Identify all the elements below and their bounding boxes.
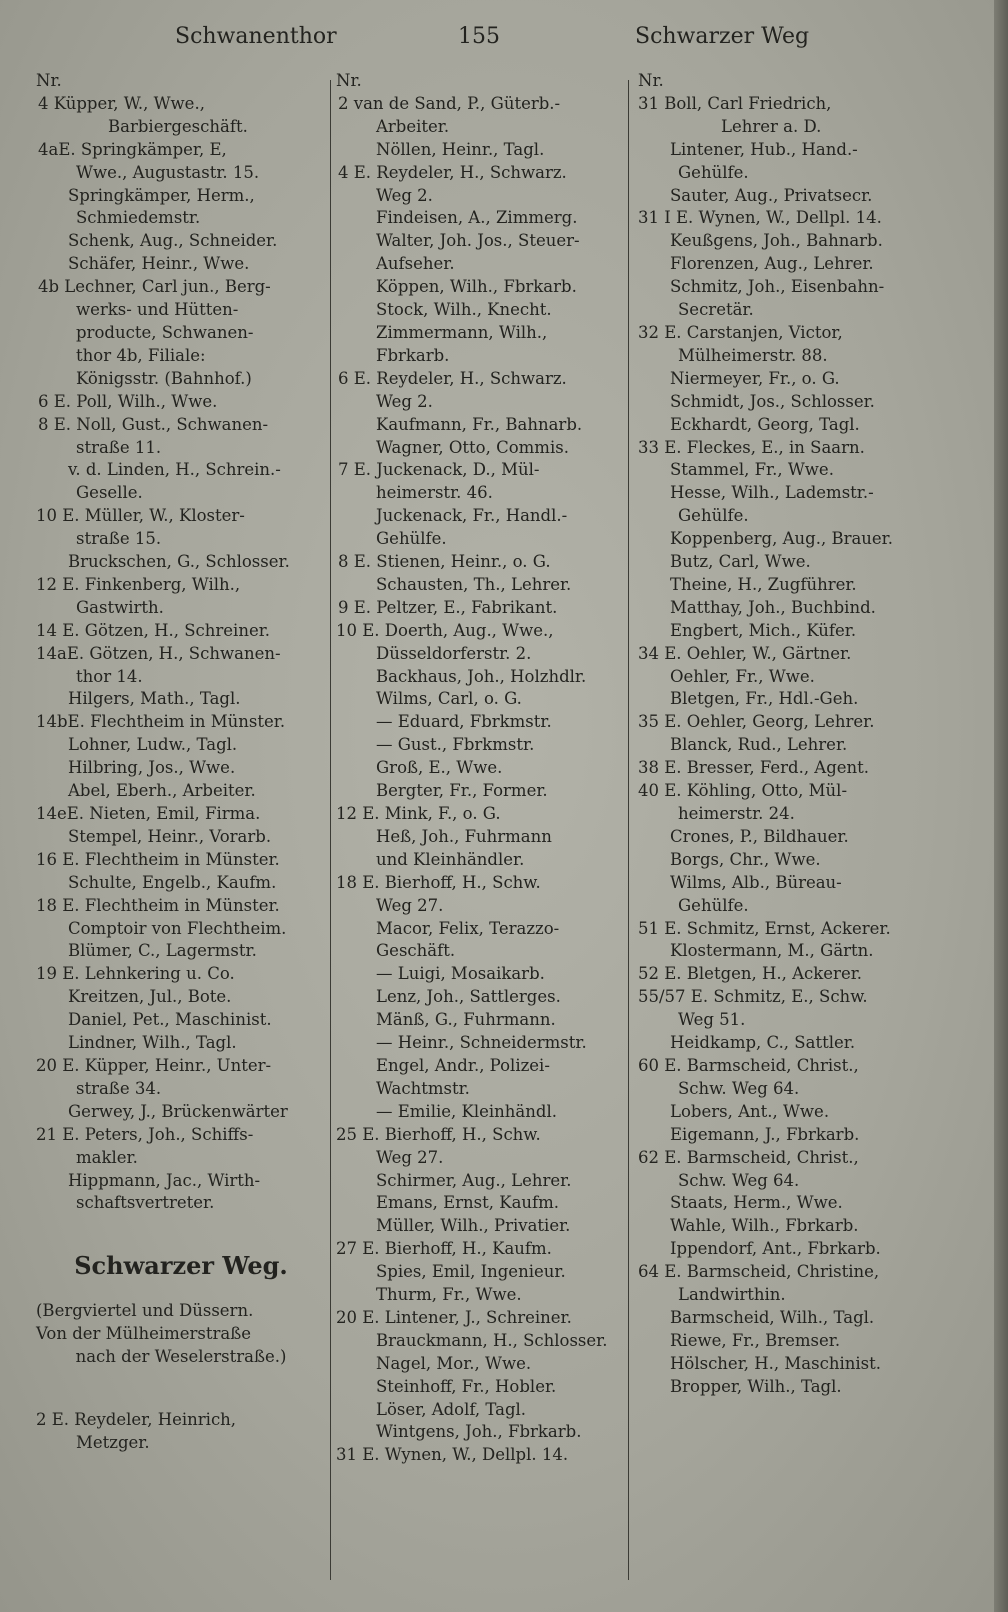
entry-line: Gehülfe.: [678, 895, 749, 915]
entry-line: 35 E. Oehler, Georg, Lehrer.: [638, 712, 875, 732]
entry-line: Blümer, C., Lagermstr.: [68, 941, 257, 961]
entry-line: Weg 51.: [678, 1010, 746, 1030]
entry-line: Zimmermann, Wilh.,: [376, 322, 548, 342]
entry-line: Müller, Wilh., Privatier.: [376, 1216, 571, 1236]
entry-line: Schäfer, Heinr., Wwe.: [68, 254, 250, 274]
entry-line: Aufseher.: [376, 254, 455, 274]
entry-line: Wachtmstr.: [376, 1078, 470, 1098]
column-2: [336, 70, 626, 1467]
entry-line: 8 E. Stienen, Heinr., o. G.: [338, 552, 551, 572]
entry-line: Gehülfe.: [376, 529, 447, 549]
nr-label: Nr.: [638, 71, 664, 90]
entry-line: 64 E. Barmscheid, Christine,: [638, 1262, 880, 1282]
entry-line: Barmscheid, Wilh., Tagl.: [670, 1307, 875, 1327]
entry-line: Springkämper, Herm.,: [68, 185, 255, 205]
entry-line: 62 E. Barmscheid, Christ.,: [638, 1147, 859, 1167]
entry-line: Staats, Herm., Wwe.: [670, 1193, 843, 1213]
entry-line: 19 E. Lehnkering u. Co.: [36, 964, 235, 984]
entry-line: Engbert, Mich., Küfer.: [670, 620, 857, 640]
entry-line: 4aE. Springkämper, E,: [38, 139, 227, 159]
entry-line: makler.: [76, 1147, 138, 1167]
entry-line: 40 E. Köhling, Otto, Mül-: [638, 781, 848, 801]
entry-line: 38 E. Bresser, Ferd., Agent.: [638, 758, 870, 778]
entry-line: Schenk, Aug., Schneider.: [68, 231, 278, 251]
entry-line: — Emilie, Kleinhändl.: [376, 1101, 557, 1121]
entry-line: Keußgens, Joh., Bahnarb.: [670, 231, 883, 251]
entry-line: Schausten, Th., Lehrer.: [376, 574, 572, 594]
entry-line: Engel, Andr., Polizei-: [376, 1055, 550, 1075]
entry-line: 8 E. Noll, Gust., Schwanen-: [38, 414, 269, 434]
entry-line: 18 E. Flechtheim in Münster.: [36, 895, 280, 915]
entry-line: Hesse, Wilh., Lademstr.-: [670, 483, 874, 503]
entry-line: Schulte, Engelb., Kaufm.: [68, 872, 277, 892]
entry-line: heimerstr. 24.: [678, 804, 795, 823]
entry-line: 16 E. Flechtheim in Münster.: [36, 849, 280, 869]
running-header-right: Schwarzer Weg: [635, 24, 810, 49]
entry-line: — Gust., Fbrkmstr.: [376, 735, 535, 755]
entry-line: Gehülfe.: [678, 162, 749, 182]
entry-line: Sauter, Aug., Privatsecr.: [670, 185, 873, 205]
entry-line: — Heinr., Schneidermstr.: [376, 1033, 587, 1053]
entry-line: werks- und Hütten-: [76, 300, 239, 320]
entry-line: Hölscher, H., Maschinist.: [670, 1353, 881, 1373]
entry-line: Niermeyer, Fr., o. G.: [670, 368, 840, 388]
entry-line: 31 Boll, Carl Friedrich,: [638, 93, 832, 113]
entry-line: Kaufmann, Fr., Bahnarb.: [376, 414, 583, 434]
entry-line: — Eduard, Fbrkmstr.: [376, 712, 552, 732]
entry-line: Backhaus, Joh., Holzhdlr.: [376, 666, 587, 686]
entry-line: Borgs, Chr., Wwe.: [670, 849, 821, 869]
entry-line: 25 E. Bierhoff, H., Schw.: [336, 1124, 541, 1144]
entry-line: Daniel, Pet., Maschinist.: [68, 1010, 272, 1030]
entry-line: Mänß, G., Fuhrmann.: [376, 1010, 556, 1030]
entry-line: thor 4b, Filiale:: [76, 345, 206, 365]
entry-line: Schmidt, Jos., Schlosser.: [670, 391, 875, 411]
entry-line: 12 E. Mink, F., o. G.: [336, 804, 501, 823]
entry-line: straße 34.: [76, 1078, 162, 1098]
entry-line: Geschäft.: [376, 941, 456, 961]
entry-line: Wahle, Wilh., Fbrkarb.: [670, 1216, 859, 1236]
entry-line: Lenz, Joh., Sattlerges.: [376, 987, 561, 1007]
entry-line: producte, Schwanen-: [76, 322, 254, 342]
entry-line: Köppen, Wilh., Fbrkarb.: [376, 277, 577, 297]
entry-line: Wintgens, Joh., Fbrkarb.: [376, 1422, 582, 1442]
page-edge: [994, 0, 1008, 1612]
entry-line: 4 E. Reydeler, H., Schwarz.: [338, 162, 567, 182]
column-rule: [330, 80, 331, 1580]
entry-line: 6 E. Poll, Wilh., Wwe.: [38, 391, 218, 411]
entry-line: 14eE. Nieten, Emil, Firma.: [36, 804, 261, 823]
entry-line: 14aE. Götzen, H., Schwanen-: [36, 643, 281, 663]
entry-line: 14bE. Flechtheim in Münster.: [36, 712, 286, 732]
street-subtitle-line: (Bergviertel und Düssern.: [36, 1301, 254, 1321]
entry-line: Stempel, Heinr., Vorarb.: [68, 826, 272, 846]
page-number: 155: [458, 24, 500, 49]
entry-line: Bropper, Wilh., Tagl.: [670, 1376, 842, 1396]
entry-line: 2 van de Sand, P., Güterb.-: [338, 93, 561, 113]
entry-line: 10 E. Müller, W., Kloster-: [36, 506, 245, 526]
entry-line: Koppenberg, Aug., Brauer.: [670, 529, 893, 549]
entry-line: Wagner, Otto, Commis.: [376, 437, 569, 457]
entry-line: Crones, P., Bildhauer.: [670, 826, 849, 846]
entry-line: 31 I E. Wynen, W., Dellpl. 14.: [638, 208, 882, 228]
entry-line: Wilms, Carl, o. G.: [376, 689, 522, 709]
entry-line: 4 Küpper, W., Wwe.,: [38, 93, 205, 113]
entry-line: Gerwey, J., Brückenwärter: [68, 1101, 288, 1121]
entry-line: Wwe., Augustastr. 15.: [76, 162, 260, 182]
entry-line: heimerstr. 46.: [376, 483, 493, 503]
entry-line: Spies, Emil, Ingenieur.: [376, 1262, 566, 1282]
entry-line: Riewe, Fr., Bremser.: [670, 1330, 841, 1350]
entry-line: Walter, Joh. Jos., Steuer-: [376, 231, 580, 251]
entry-line: Abel, Eberh., Arbeiter.: [68, 781, 256, 801]
entry-line: Arbeiter.: [376, 116, 450, 136]
entry-line: 27 E. Bierhoff, H., Kaufm.: [336, 1239, 552, 1259]
entry-line: Weg 2.: [376, 391, 433, 411]
entry-line: Düsseldorferstr. 2.: [376, 643, 532, 663]
street-title: Schwarzer Weg.: [74, 1251, 288, 1281]
entry-line: 20 E. Küpper, Heinr., Unter-: [36, 1055, 272, 1075]
entry-line: Stock, Wilh., Knecht.: [376, 300, 552, 320]
entry-line: 34 E. Oehler, W., Gärtner.: [638, 643, 852, 663]
entry-line: 55/57 E. Schmitz, E., Schw.: [638, 987, 868, 1007]
entry-line: Theine, H., Zugführer.: [670, 574, 857, 594]
entry-line: Butz, Carl, Wwe.: [670, 552, 811, 572]
entry-line: Schw. Weg 64.: [678, 1170, 800, 1190]
entry-line: Fbrkarb.: [376, 345, 450, 365]
entry-line: Schmitz, Joh., Eisenbahn-: [670, 277, 885, 297]
entry-line: 10 E. Doerth, Aug., Wwe.,: [336, 620, 554, 640]
entry-line: Bletgen, Fr., Hdl.-Geh.: [670, 689, 859, 709]
entry-line: Oehler, Fr., Wwe.: [670, 666, 815, 686]
entry-line: Lehrer a. D.: [721, 116, 822, 136]
entry-line: 2 E. Reydeler, Heinrich,: [36, 1409, 237, 1429]
entry-line: und Kleinhändler.: [376, 849, 525, 869]
entry-line: Klostermann, M., Gärtn.: [670, 941, 874, 961]
entry-line: Brauckmann, H., Schlosser.: [376, 1330, 608, 1350]
entry-line: Lobers, Ant., Wwe.: [670, 1101, 830, 1121]
entry-line: Stammel, Fr., Wwe.: [670, 460, 834, 480]
entry-line: Florenzen, Aug., Lehrer.: [670, 254, 874, 274]
entry-line: Comptoir von Flechtheim.: [68, 918, 287, 938]
entry-line: 20 E. Lintener, J., Schreiner.: [336, 1307, 572, 1327]
entry-line: Steinhoff, Fr., Hobler.: [376, 1376, 557, 1396]
entry-line: Bergter, Fr., Former.: [376, 781, 548, 801]
nr-label: Nr.: [336, 71, 362, 90]
entry-line: 21 E. Peters, Joh., Schiffs-: [36, 1124, 254, 1144]
entry-line: Blanck, Rud., Lehrer.: [670, 735, 848, 755]
entry-line: Macor, Felix, Terazzo-: [376, 918, 560, 938]
entry-line: Emans, Ernst, Kaufm.: [376, 1193, 560, 1213]
entry-line: 6 E. Reydeler, H., Schwarz.: [338, 368, 567, 388]
entry-line: Lintener, Hub., Hand.-: [670, 139, 858, 159]
street-subtitle-line: Von der Mülheimerstraße: [36, 1324, 252, 1344]
entry-line: 12 E. Finkenberg, Wilh.,: [36, 574, 241, 594]
entry-line: 7 E. Juckenack, D., Mül-: [338, 460, 540, 480]
entry-line: v. d. Linden, H., Schrein.-: [68, 460, 281, 480]
column-rule: [628, 80, 629, 1580]
column-3: [638, 70, 983, 1399]
entry-line: 14 E. Götzen, H., Schreiner.: [36, 620, 271, 640]
entry-line: Nagel, Mor., Wwe.: [376, 1353, 532, 1373]
entry-line: 32 E. Carstanjen, Victor,: [638, 322, 843, 342]
entry-line: Eigemann, J., Fbrkarb.: [670, 1124, 860, 1144]
entry-line: Löser, Adolf, Tagl.: [376, 1399, 527, 1419]
entry-line: Eckhardt, Georg, Tagl.: [670, 414, 860, 434]
entry-line: Juckenack, Fr., Handl.-: [376, 506, 568, 526]
entry-line: Metzger.: [76, 1432, 150, 1452]
street-subtitle-line: nach der Weselerstraße.): [75, 1347, 287, 1367]
entry-line: Heidkamp, C., Sattler.: [670, 1033, 856, 1053]
entry-line: Lindner, Wilh., Tagl.: [68, 1033, 237, 1053]
entry-line: Matthay, Joh., Buchbind.: [670, 597, 876, 617]
entry-line: Gehülfe.: [678, 506, 749, 526]
entry-line: thor 14.: [76, 666, 143, 686]
entry-line: Mülheimerstr. 88.: [678, 345, 828, 365]
entry-line: Thurm, Fr., Wwe.: [376, 1285, 522, 1305]
entry-line: 4b Lechner, Carl jun., Berg-: [38, 277, 271, 297]
running-header-left: Schwanenthor: [175, 24, 337, 49]
entry-line: 51 E. Schmitz, Ernst, Ackerer.: [638, 918, 891, 938]
entry-line: Gastwirth.: [76, 597, 164, 617]
entry-line: Hilbring, Jos., Wwe.: [68, 758, 236, 778]
entry-line: Barbiergeschäft.: [108, 116, 248, 136]
entry-line: Hilgers, Math., Tagl.: [68, 689, 241, 709]
entry-line: Schw. Weg 64.: [678, 1078, 800, 1098]
entry-line: straße 11.: [76, 437, 162, 457]
entry-line: Weg 2.: [376, 185, 433, 205]
entry-line: Geselle.: [76, 483, 143, 503]
entry-line: — Luigi, Mosaikarb.: [376, 964, 545, 984]
entry-line: Schmiedemstr.: [76, 208, 201, 228]
column-1: [36, 70, 326, 1455]
entry-line: 18 E. Bierhoff, H., Schw.: [336, 872, 541, 892]
entry-line: Kreitzen, Jul., Bote.: [68, 987, 232, 1007]
entry-line: Nöllen, Heinr., Tagl.: [376, 139, 545, 159]
entry-line: Schirmer, Aug., Lehrer.: [376, 1170, 572, 1190]
entry-line: Wilms, Alb., Büreau-: [670, 872, 842, 892]
entry-line: Ippendorf, Ant., Fbrkarb.: [670, 1239, 881, 1259]
entry-line: 9 E. Peltzer, E., Fabrikant.: [338, 597, 558, 617]
nr-label: Nr.: [36, 71, 62, 90]
entry-line: 31 E. Wynen, W., Dellpl. 14.: [336, 1445, 569, 1465]
entry-line: Groß, E., Wwe.: [376, 758, 503, 778]
entry-line: Landwirthin.: [678, 1285, 786, 1305]
entry-line: Bruckschen, G., Schlosser.: [68, 552, 290, 572]
entry-line: straße 15.: [76, 529, 162, 549]
entry-line: schaftsvertreter.: [76, 1193, 215, 1213]
entry-line: 52 E. Bletgen, H., Ackerer.: [638, 964, 863, 984]
entry-line: Lohner, Ludw., Tagl.: [68, 735, 238, 755]
entry-line: Weg 27.: [376, 895, 444, 915]
entry-line: Secretär.: [678, 300, 754, 320]
entry-line: Heß, Joh., Fuhrmann: [376, 826, 552, 846]
entry-line: Weg 27.: [376, 1147, 444, 1167]
entry-line: Hippmann, Jac., Wirth-: [68, 1170, 261, 1190]
entry-line: 60 E. Barmscheid, Christ.,: [638, 1055, 859, 1075]
entry-line: Findeisen, A., Zimmerg.: [376, 208, 578, 228]
entry-line: Königsstr. (Bahnhof.): [76, 368, 252, 388]
entry-line: 33 E. Fleckes, E., in Saarn.: [638, 437, 865, 457]
